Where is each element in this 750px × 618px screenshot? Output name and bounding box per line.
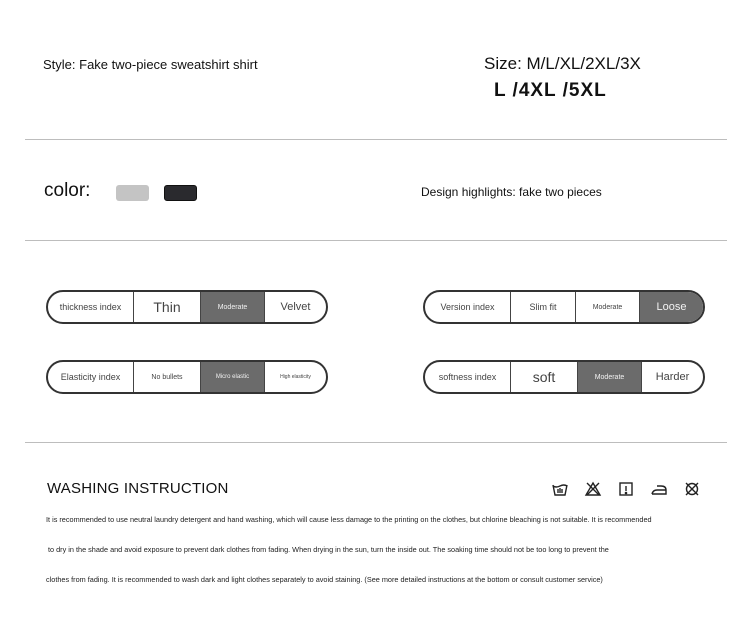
version-option-loose: Loose [639,292,703,322]
iron-icon [650,481,668,502]
thickness-option-velvet: Velvet [264,292,326,322]
version-index-label: Version index [440,302,495,312]
thickness-index-label: thickness index [59,302,122,312]
washing-text-line2: to dry in the shade and avoid exposure to prevent dark clothes from fading. When drying in the sun, turn the inside out. The soaking time should not be too long to prevent the [48,545,609,554]
version-option-slim-fit: Slim fit [510,292,575,322]
elasticity-option-high: High elasticity [264,362,326,392]
thickness-index-bar [46,290,328,324]
version-index-bar [423,290,705,324]
divider-2 [25,240,727,241]
elasticity-option-micro-elastic: Micro elastic [200,362,264,392]
hand-wash-icon [551,481,569,502]
color-label: color: [44,180,91,201]
design-highlights: Design highlights: fake two pieces [421,185,602,199]
divider-1 [25,139,727,140]
size-text-line1: Size: M/L/XL/2XL/3X [484,54,641,73]
softness-option-harder: Harder [641,362,703,392]
no-dry-clean-icon [683,481,701,502]
softness-option-soft: soft [510,362,577,392]
color-swatch-black[interactable] [164,185,197,201]
no-bleach-icon [584,481,602,502]
care-icons [551,481,701,502]
style-text: Style: Fake two-piece sweatshirt shirt [43,57,258,72]
thickness-option-moderate: Moderate [200,292,264,322]
elasticity-option-no-bullets: No bullets [133,362,200,392]
tumble-dry-icon [617,481,635,502]
washing-title: WASHING INSTRUCTION [47,480,229,497]
elasticity-index-bar [46,360,328,394]
softness-option-moderate: Moderate [577,362,641,392]
washing-text-line3: clothes from fading. It is recommended to wash dark and light clothes separately to avoid staining. (See more detailed instructions at the bottom or consult customer service) [46,575,603,584]
elasticity-index-label: Elasticity index [60,372,121,382]
version-option-moderate: Moderate [575,292,639,322]
divider-3 [25,442,727,443]
softness-index-bar [423,360,705,394]
color-swatch-gray[interactable] [116,185,149,201]
softness-index-label: softness index [438,372,497,382]
thickness-option-thin: Thin [133,292,200,322]
size-text-line2: L /4XL /5XL [494,80,607,101]
washing-text-line1: It is recommended to use neutral laundry detergent and hand washing, which will cause less damage to the printing on the clothes, but chlorine bleaching is not suitable. It is recommended [46,515,652,524]
